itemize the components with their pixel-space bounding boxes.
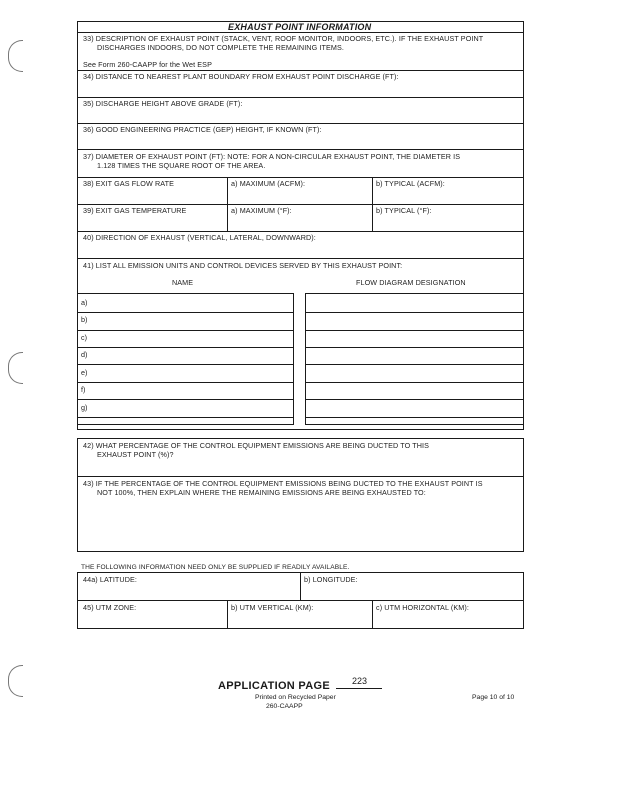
q45-utm-vertical-label: b) UTM VERTICAL (KM): — [231, 603, 314, 612]
q41-name-header: NAME — [172, 278, 194, 287]
q41-row-line — [77, 330, 294, 331]
q41-label: 41) LIST ALL EMISSION UNITS AND CONTROL DEVICES SERVED BY THIS EXHAUST POINT: — [83, 261, 403, 270]
q41-row-line — [77, 417, 294, 418]
q39-label: 39) EXIT GAS TEMPERATURE — [83, 206, 187, 215]
q41-row-line — [305, 399, 524, 400]
q40-divider — [77, 258, 524, 259]
q38-divider — [77, 204, 524, 205]
q45-utm-horizontal-label: c) UTM HORIZONTAL (KM): — [376, 603, 469, 612]
q41-row-e-label: e) — [81, 368, 88, 377]
q41-row-line — [305, 312, 524, 313]
q41-row-b-label: b) — [81, 315, 88, 324]
application-page-label: APPLICATION PAGE — [218, 680, 330, 692]
q39-col-divider-2 — [372, 204, 373, 231]
q41-row-a-label: a) — [81, 298, 88, 307]
q41-row-line — [305, 347, 524, 348]
q42-line1: 42) WHAT PERCENTAGE OF THE CONTROL EQUIPMENT EMISSIONS ARE BEING DUCTED TO THIS — [83, 441, 430, 450]
section-title: EXHAUST POINT INFORMATION — [228, 22, 372, 32]
q33-line2: DISCHARGES INDOORS, DO NOT COMPLETE THE REMAINING ITEMS. — [97, 43, 344, 52]
q34-divider — [77, 97, 524, 98]
q41-row-d-label: d) — [81, 350, 88, 359]
q41-row-f-label: f) — [81, 385, 86, 394]
q40-label: 40) DIRECTION OF EXHAUST (VERTICAL, LATERAL, DOWNWARD): — [83, 233, 316, 242]
q33-handwritten-note: See Form 260-CAAPP for the Wet ESP — [83, 60, 212, 69]
q42-divider — [77, 476, 524, 477]
binder-hole-mark-bottom — [8, 665, 23, 697]
q38-label: 38) EXIT GAS FLOW RATE — [83, 179, 174, 188]
recycled-paper-note: Printed on Recycled Paper — [255, 694, 336, 701]
binder-hole-mark-middle — [8, 352, 23, 384]
q35-label: 35) DISCHARGE HEIGHT ABOVE GRADE (FT): — [83, 99, 243, 108]
q41-row-line — [77, 364, 294, 365]
q44-latitude-label: 44a) LATITUDE: — [83, 575, 137, 584]
form-number: 260-CAAPP — [266, 703, 303, 710]
q37-divider — [77, 177, 524, 178]
page-of-indicator: Page 10 of 10 — [472, 694, 515, 701]
q41-flow-header: FLOW DIAGRAM DESIGNATION — [356, 278, 466, 287]
q43-line2: NOT 100%, THEN EXPLAIN WHERE THE REMAINING EMISSIONS ARE BEING EXHAUSTED TO: — [97, 488, 426, 497]
q41-row-line — [77, 382, 294, 383]
q43-line1: 43) IF THE PERCENTAGE OF THE CONTROL EQUIPMENT EMISSIONS BEING DUCTED TO THE EXHAUST POINT IS — [83, 479, 483, 488]
application-page-number: 223 — [352, 676, 368, 686]
q33-divider — [77, 70, 524, 71]
q41-row-line — [77, 347, 294, 348]
q36-divider — [77, 149, 524, 150]
q38-typical-label: b) TYPICAL (ACFM): — [376, 179, 445, 188]
q41-row-g-label: g) — [81, 403, 88, 412]
q44-col-divider — [300, 572, 301, 600]
q44-longitude-label: b) LONGITUDE: — [304, 575, 358, 584]
application-page-number-underline — [336, 688, 382, 689]
q41-row-c-label: c) — [81, 333, 87, 342]
q34-label: 34) DISTANCE TO NEAREST PLANT BOUNDARY FROM EXHAUST POINT DISCHARGE (FT): — [83, 72, 399, 81]
q38-col-divider-2 — [372, 177, 373, 204]
q38-col-divider-1 — [227, 177, 228, 204]
q37-line1: 37) DIAMETER OF EXHAUST POINT (FT): NOTE: FOR A NON-CIRCULAR EXHAUST POINT, THE DIAMETER IS — [83, 152, 461, 161]
q42-line2: EXHAUST POINT (%)? — [97, 450, 174, 459]
q44-divider — [77, 600, 524, 601]
q41-row-line — [305, 330, 524, 331]
binder-hole-mark-top — [8, 40, 23, 72]
q45-col-divider-2 — [372, 600, 373, 629]
q41-row-line — [77, 312, 294, 313]
q39-col-divider-1 — [227, 204, 228, 231]
readily-available-note: THE FOLLOWING INFORMATION NEED ONLY BE SUPPLIED IF READILY AVAILABLE. — [81, 564, 350, 571]
q41-row-line — [305, 364, 524, 365]
q45-col-divider-1 — [227, 600, 228, 629]
q41-row-line — [305, 382, 524, 383]
q39-divider — [77, 231, 524, 232]
q33-line1: 33) DESCRIPTION OF EXHAUST POINT (STACK, VENT, ROOF MONITOR, INDOORS, ETC.). IF THE EXHAUST POINT — [83, 34, 484, 43]
q36-label: 36) GOOD ENGINEERING PRACTICE (GEP) HEIGHT, IF KNOWN (FT): — [83, 125, 322, 134]
q35-divider — [77, 123, 524, 124]
q38-max-label: a) MAXIMUM (ACFM): — [231, 179, 306, 188]
q45-utm-zone-label: 45) UTM ZONE: — [83, 603, 137, 612]
q39-max-label: a) MAXIMUM (°F): — [231, 206, 292, 215]
q41-row-line — [305, 417, 524, 418]
title-divider — [77, 32, 524, 33]
q37-line2: 1.128 TIMES THE SQUARE ROOT OF THE AREA. — [97, 161, 266, 170]
q41-row-line — [77, 399, 294, 400]
q39-typical-label: b) TYPICAL (°F): — [376, 206, 432, 215]
